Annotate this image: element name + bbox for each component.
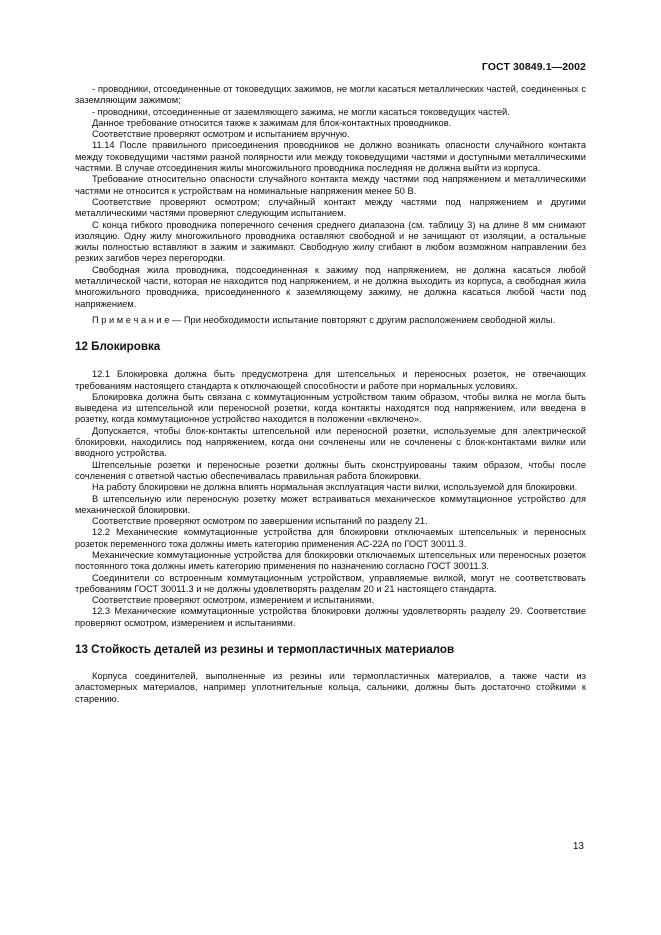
- paragraph: Соответствие проверяют осмотром по завершении испытаний по разделу 21.: [92, 516, 428, 527]
- note: [75, 315, 586, 326]
- section-11-continuation: [75, 84, 586, 326]
- note-text: — При необходимости испытание повторяют с другим расположением свободной жилы.: [169, 314, 556, 325]
- paragraph: - проводники, отсоединенные от токоведущих зажимов, не могли касаться металлических частей, соединенных с заземляющим зажимом;: [75, 84, 586, 106]
- paragraph: Корпуса соединителей, выполненные из резины или термопластичных материалов, а также части из эластомерных материалов, например уплотнительные кольца, сальники, должны быть достаточно стойкими к старению.: [75, 671, 586, 704]
- paragraph: Штепсельные розетки и переносные розетки должны быть сконструированы таким образом, чтобы после сочленения с ответной частью обеспечивалась правильная работа блокировки.: [75, 459, 586, 481]
- section-12-heading: 12 Блокировка: [75, 340, 161, 354]
- paragraph: Требование относительно опасности случайного контакта между частями под напряжением и металлическими частями не относится к устройствам на номинальные напряжения менее 50 В.: [75, 174, 586, 196]
- paragraph: 12.3 Механические коммутационные устройства блокировки должны удовлетворять разделу 29. Соответствие проверяют осмотром, измерением и испытаниями.: [75, 606, 586, 628]
- paragraph: На работу блокировки не должна влиять нормальная эксплуатация части вилки, используемой для блокировки.: [92, 482, 578, 493]
- document-code-header: ГОСТ 30849.1—2002: [481, 61, 586, 73]
- note-label: П р и м е ч а н и е: [92, 314, 170, 325]
- page-content: [75, 84, 586, 705]
- paragraph: 12.1 Блокировка должна быть предусмотрена для штепсельных и переносных розеток, не отвечающих требованиям настоящего стандарта к отключающей способности и работе при нормальных условиях.: [75, 369, 586, 391]
- paragraph: Соединители со встроенным коммутационным устройством, управляемые вилкой, могут не соответствовать требованиям ГОСТ 30011.3 и не должны удовлетворять разделам 20 и 21 настоящего стандарта.: [75, 572, 586, 594]
- paragraph: Допускается, чтобы блок-контакты штепсельной или переносной розетки, используемые для электрической блокировки, находились под напряжением, когда они сочленены или не сочленены с блок-контактами вилки или вводного устройства.: [75, 425, 586, 459]
- paragraph: Механические коммутационные устройства для блокировки отключаемых штепсельных или переносных розеток постоянного тока должны иметь категорию применения по назначению согласно ГОСТ 30011.3.: [75, 549, 586, 572]
- paragraph: Соответствие проверяют осмотром; случайный контакт между частями под напряжением и другими металлическими частями проверяют следующим испытанием.: [75, 196, 586, 219]
- paragraph: Свободная жила проводника, подсоединенная к зажиму под напряжением, не должна касаться любой металлической части, которая не находится под напряжением, и не должна выходить из корпуса, а свободная жила многожильного проводника, присоединенного к заземляющему зажиму, не должна касаться любой части под напряжением.: [75, 264, 586, 309]
- paragraph: Соответствие проверяют осмотром и испытанием вручную.: [92, 129, 350, 140]
- section-12-body: [75, 369, 586, 629]
- paragraph: 12.2 Механические коммутационные устройства для блокировки отключаемых штепсельных и переносных розеток переменного тока должны иметь категорию применения АС-22А по ГОСТ 30011.3.: [75, 527, 586, 549]
- paragraph: Соответствие проверяют осмотром, измерением и испытаниями.: [92, 595, 375, 606]
- section-13-body: [75, 671, 586, 705]
- paragraph: С конца гибкого проводника поперечного сечения среднего диапазона (см. таблицу 3) на длине 8 мм снимают изоляцию. Одну жилу многожильного проводника оставляют свободной и не зачищают от изоляции, а остальные жилы полностью вставляют в зажим и зажимают. Свободную жилу сгибают в любом возможном направлении без резких загибов через перегородки.: [75, 219, 586, 264]
- section-13-heading: 13 Стойкость деталей из резины и термопластичных материалов: [75, 643, 455, 657]
- paragraph: Данное требование относится также к зажимам для блок-контактных проводников.: [92, 117, 452, 128]
- paragraph: В штепсельную или переносную розетку может встраиваться механическое коммутационное устройство для механической блокировки.: [75, 493, 586, 515]
- page-number: 13: [572, 841, 584, 852]
- paragraph: Блокировка должна быть связана с коммутационным устройством таким образом, чтобы вилка не могла быть выведена из штепсельной или переносной розетки, когда контакты находятся под напряжением, или введена в розетку, когда коммутационное устройство находится в положении «включено».: [75, 391, 586, 425]
- paragraph: - проводники, отсоединенные от заземляющего зажима, не могли касаться токоведущих частей.: [92, 106, 510, 117]
- paragraph: 11.14 После правильного присоединения проводников не должно возникать опасности случайного контакта между токоведущими частями разной полярности или между токоведущими частями и доступными металлическими частями. В случае отсоединения жилы многожильного проводника последняя не должна выйти из корпуса.: [75, 140, 586, 174]
